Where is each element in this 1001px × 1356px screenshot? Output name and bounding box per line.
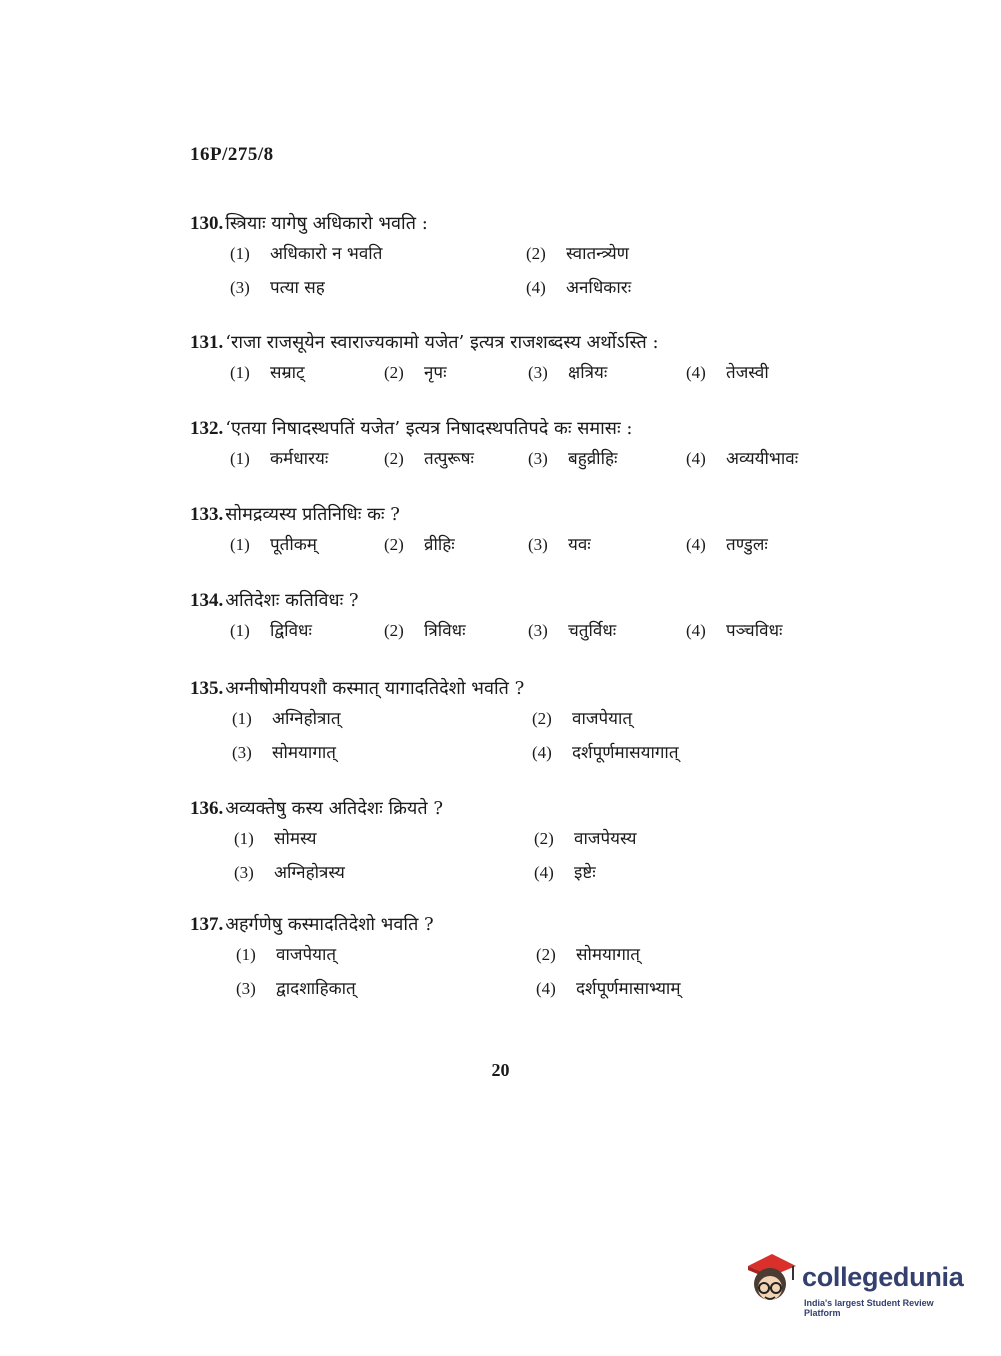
question-number: 135. [190,678,224,699]
question-text: सोमद्रव्यस्य प्रतिनिधिः कः ? [225,504,400,525]
question-text: स्त्रियाः यागेषु अधिकारो भवति : [225,213,428,234]
question-number: 137. [190,914,224,935]
question-number: 133. [190,504,224,525]
question-number: 131. [190,332,224,353]
option-4: (4) तण्डुलः [686,535,768,555]
mascot-icon [742,1250,800,1308]
question-text: अतिदेशः कतिविधः ? [225,590,359,611]
option-3: (3) द्वादशाहिकात् [236,979,356,999]
question-text: ‘एतया निषादस्थपतिं यजेत’ इत्यत्र निषादस्थपतिपदे कः समासः : [225,418,633,439]
option-2: (2) त्रिविधः [384,621,466,641]
option-4: (4) दर्शपूर्णमासाभ्याम् [536,979,681,999]
question-135 [190,676,830,770]
question-130 [190,211,830,305]
option-3: (3) चतुर्विधः [528,621,617,641]
question-text: अव्यक्तेषु कस्य अतिदेशः क्रियते ? [225,798,444,819]
question-number: 134. [190,590,224,611]
option-1: (1) अधिकारो न भवति [230,244,383,264]
option-3: (3) यवः [528,535,591,555]
option-4: (4) दर्शपूर्णमासयागात् [532,743,679,763]
option-3: (3) अग्निहोत्रस्य [234,863,345,883]
collegedunia-logo [742,1248,972,1318]
option-1: (1) कर्मधारयः [230,449,329,469]
question-text: अग्नीषोमीयपशौ कस्मात् यागादतिदेशो भवति ? [225,678,525,699]
logo-tagline: India's largest Student Review Platform [804,1298,934,1318]
question-text: अहर्गणेषु कस्मादतिदेशो भवति ? [225,914,434,935]
question-132 [190,416,830,476]
option-1: (1) वाजपेयात् [236,945,337,965]
option-1: (1) सोमस्य [234,829,317,849]
option-3: (3) क्षत्रियः [528,363,608,383]
option-3: (3) पत्या सह [230,278,325,298]
question-131 [190,330,830,390]
option-1: (1) पूतीकम् [230,535,317,555]
option-2: (2) वाजपेयात् [532,709,633,729]
question-136 [190,796,830,890]
option-2: (2) वाजपेयस्य [534,829,637,849]
question-137 [190,912,830,1006]
page-number: 20 [491,1060,510,1080]
option-2: (2) व्रीहिः [384,535,455,555]
logo-wordmark: collegedunia [802,1262,964,1292]
option-4: (4) इष्टेः [534,863,596,883]
option-2: (2) सोमयागात् [536,945,640,965]
option-4: (4) तेजस्वी [686,363,769,383]
option-4: (4) अव्ययीभावः [686,449,799,469]
option-4: (4) पञ्चविधः [686,621,783,641]
option-3: (3) सोमयागात् [232,743,336,763]
paper-code: 16P/275/8 [190,144,274,165]
option-1: (1) सम्राट् [230,363,305,383]
question-number: 136. [190,798,224,819]
question-number: 132. [190,418,224,439]
option-1: (1) अग्निहोत्रात् [232,709,341,729]
option-2: (2) तत्पुरूषः [384,449,474,469]
option-1: (1) द्विविधः [230,621,312,641]
option-4: (4) अनधिकारः [526,278,632,298]
option-2: (2) नृपः [384,363,447,383]
option-2: (2) स्वातन्त्र्येण [526,244,629,264]
question-133 [190,502,830,562]
option-3: (3) बहुव्रीहिः [528,449,618,469]
question-number: 130. [190,213,224,234]
question-134 [190,588,830,648]
question-text: ‘राजा राजसूयेन स्वाराज्यकामो यजेत’ इत्यत्र राजशब्दस्य अर्थोऽस्ति : [225,332,659,353]
